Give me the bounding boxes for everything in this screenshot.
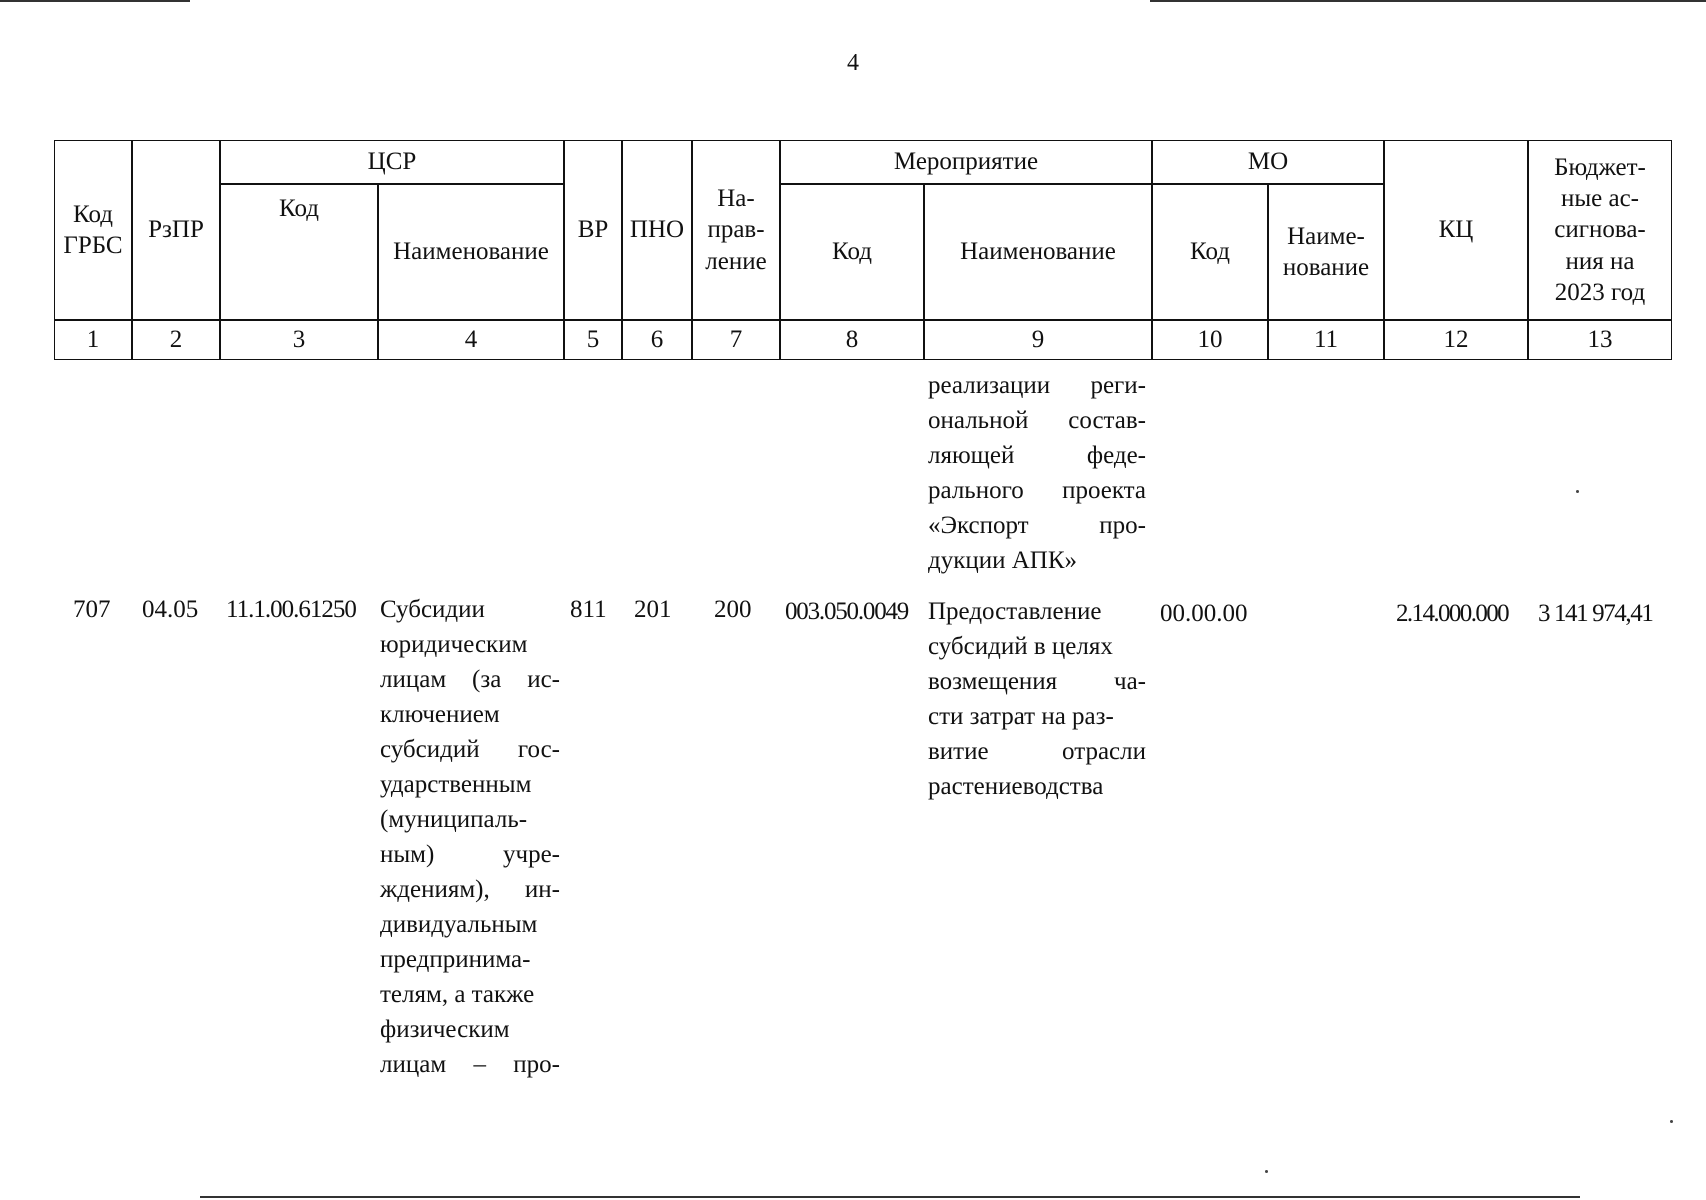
header-mo-name [1268, 184, 1384, 320]
row-kod-grbs: 707 [73, 596, 111, 623]
row-vr: 811 [570, 596, 607, 623]
scan-speck [1670, 1120, 1673, 1123]
mer-name-line: субсидий в целях [928, 633, 1113, 660]
csr-name-line: лицам (за ис- [380, 666, 560, 693]
header-pno-label: ПНО [629, 216, 685, 244]
continuation-line: реализации реги- [928, 372, 1146, 399]
header-csr-name-label: Наименование [393, 238, 549, 266]
row-mer-kod: 003.050.0049 [785, 598, 909, 625]
header-meropriyatie-group [780, 140, 1152, 184]
top-edge-line-right [1150, 0, 1706, 2]
colnum-2-label: 2 [169, 326, 183, 354]
continuation-line: рального проекта [928, 477, 1146, 504]
colnum-4 [378, 320, 564, 360]
header-vr [564, 140, 622, 320]
header-rzpr [132, 140, 220, 320]
colnum-7 [692, 320, 780, 360]
colnum-4-label: 4 [464, 326, 478, 354]
header-kod-grbs [54, 140, 132, 320]
colnum-9-label: 9 [1031, 326, 1045, 354]
row-budget: 3 141 974,41 [1538, 600, 1653, 627]
header-mo-group-label: МО [1247, 148, 1289, 176]
header-mo-kod-label: Код [1190, 238, 1230, 266]
header-meropriyatie-group-label: Мероприятие [893, 148, 1039, 176]
colnum-5-label: 5 [586, 326, 600, 354]
colnum-10 [1152, 320, 1268, 360]
page-number: 4 [847, 50, 859, 76]
header-csr-name [378, 184, 564, 320]
colnum-13-label: 13 [1587, 326, 1613, 354]
csr-name-line: дивидуальным [380, 911, 538, 938]
header-napravlenie-label: На-прав-ление [705, 185, 767, 275]
colnum-6-label: 6 [650, 326, 664, 354]
mer-name-line: Предоставление [928, 598, 1102, 625]
row-csr-kod: 11.1.00.61250 [226, 596, 356, 623]
header-kc-label: КЦ [1438, 216, 1474, 244]
table-header [54, 140, 1672, 364]
header-mo-name-label: Наиме-нование [1282, 222, 1370, 281]
csr-name-line: предпринима- [380, 946, 531, 973]
continuation-line: «Экспорт про- [928, 512, 1146, 539]
header-mo-kod [1152, 184, 1268, 320]
row-rzpr: 04.05 [142, 596, 199, 623]
row-pno: 201 [634, 596, 672, 623]
colnum-3 [220, 320, 378, 360]
colnum-13 [1528, 320, 1672, 360]
header-budget-label: Бюджет-ные ас-сигнова-ния на 2023 год [1554, 153, 1646, 306]
csr-name-line: субсидий гос- [380, 736, 560, 763]
row-mer-name [928, 594, 1146, 804]
continuation-line: ональной состав- [928, 407, 1146, 434]
header-budget [1528, 140, 1672, 320]
csr-name-line: телям, а также [380, 981, 535, 1008]
csr-name-line: ждениям), ин- [380, 876, 560, 903]
header-mer-kod [780, 184, 924, 320]
mer-name-line: возмещения ча- [928, 668, 1146, 695]
scan-speck [1576, 490, 1579, 493]
colnum-5 [564, 320, 622, 360]
header-rzpr-label: РзПР [148, 216, 204, 244]
row-mo-kod: 00.00.00 [1160, 600, 1248, 627]
csr-name-line: юридическим [380, 631, 528, 658]
colnum-1 [54, 320, 132, 360]
header-mer-name [924, 184, 1152, 320]
csr-name-line: Субсидии [380, 596, 485, 623]
colnum-12 [1384, 320, 1528, 360]
colnum-9 [924, 320, 1152, 360]
header-kc [1384, 140, 1528, 320]
colnum-12-label: 12 [1443, 326, 1469, 354]
header-vr-label: ВР [577, 216, 609, 244]
continuation-mer-name [928, 368, 1146, 578]
csr-name-line: (муниципаль- [380, 806, 528, 833]
header-mer-kod-label: Код [832, 238, 872, 266]
csr-name-line: лицам – про- [380, 1051, 560, 1078]
row-csr-name [380, 592, 560, 1082]
row-kc: 2.14.000.000 [1396, 600, 1509, 627]
colnum-11-label: 11 [1313, 326, 1339, 354]
colnum-6 [622, 320, 692, 360]
scan-speck [1265, 1170, 1268, 1173]
header-csr-group [220, 140, 564, 184]
csr-name-line: ударственным [380, 771, 532, 798]
header-csr-kod-label: Код [279, 195, 319, 222]
header-pno [622, 140, 692, 320]
header-mo-group [1152, 140, 1384, 184]
row-napravlenie: 200 [714, 596, 752, 623]
header-kod-grbs-label: Код ГРБС [63, 200, 123, 259]
colnum-3-label: 3 [292, 326, 306, 354]
csr-name-line: ным) учре- [380, 841, 560, 868]
header-mer-name-label: Наименование [960, 238, 1116, 266]
mer-name-line: растениеводства [928, 773, 1104, 800]
header-csr-kod [220, 184, 378, 320]
top-edge-line [0, 0, 190, 2]
colnum-8 [780, 320, 924, 360]
colnum-2 [132, 320, 220, 360]
csr-name-line: физическим [380, 1016, 510, 1043]
csr-name-line: ключением [380, 701, 500, 728]
colnum-10-label: 10 [1197, 326, 1223, 354]
header-napravlenie [692, 140, 780, 320]
colnum-1-label: 1 [86, 326, 100, 354]
colnum-11 [1268, 320, 1384, 360]
continuation-line: дукции АПК» [928, 547, 1078, 574]
bottom-edge-line [200, 1196, 1580, 1198]
continuation-line: ляющей феде- [928, 442, 1146, 469]
header-csr-group-label: ЦСР [367, 148, 417, 176]
colnum-7-label: 7 [729, 326, 743, 354]
colnum-8-label: 8 [845, 326, 859, 354]
mer-name-line: сти затрат на раз- [928, 703, 1114, 730]
mer-name-line: витие отрасли [928, 738, 1146, 765]
